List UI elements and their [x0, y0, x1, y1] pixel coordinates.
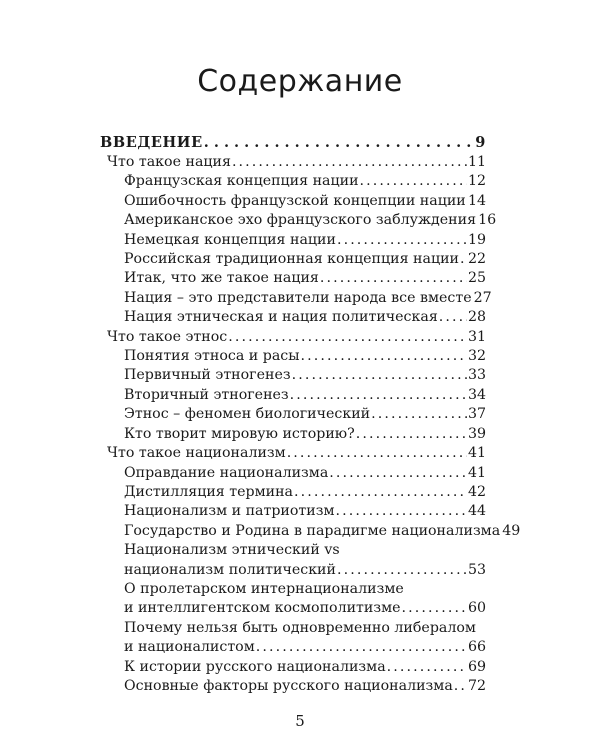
- toc-entry-title: Национализм и патриотизм: [124, 503, 335, 520]
- dot-leader: [337, 561, 467, 580]
- table-of-contents: [100, 132, 521, 696]
- toc-entry: [100, 483, 486, 502]
- dot-leader: [228, 328, 467, 347]
- dot-leader: [329, 464, 467, 483]
- page-number: 5: [295, 712, 305, 730]
- toc-entry: [100, 386, 486, 405]
- dot-leader: [292, 366, 467, 385]
- toc-entry-page: 28: [467, 309, 486, 326]
- toc-entry: [100, 328, 486, 347]
- toc-entry-page: 72: [467, 677, 486, 694]
- toc-entry-page: 42: [467, 483, 486, 500]
- toc-entry: [100, 619, 486, 638]
- toc-entry-title: Нация – это представители народа все вместе: [124, 289, 472, 306]
- toc-entry: [100, 250, 486, 269]
- toc-entry-title: и националистом: [124, 639, 255, 656]
- toc-entry: [100, 580, 486, 599]
- toc-entry: [100, 658, 486, 677]
- toc-entry-title: национализм политический: [124, 561, 336, 578]
- toc-entry: [100, 172, 486, 191]
- toc-entry-page: 9: [475, 134, 486, 151]
- toc-entry-title: и интеллигентском космополитизме: [124, 600, 401, 617]
- toc-entry: [100, 269, 486, 288]
- toc-entry: [100, 153, 486, 172]
- toc-entry: [100, 522, 521, 541]
- toc-entry-title: ВВЕДЕНИЕ: [100, 134, 203, 151]
- toc-entry-page: 69: [467, 658, 486, 675]
- toc-entry-page: 60: [467, 600, 486, 617]
- toc-entry: [100, 638, 486, 657]
- toc-entry-title: Почему нельзя быть одновременно либералом: [124, 619, 476, 636]
- dot-leader: [301, 347, 467, 366]
- dot-leader: [356, 425, 467, 444]
- toc-entry: [100, 347, 486, 366]
- toc-entry-page: 66: [467, 639, 486, 656]
- toc-entry-page: 27: [473, 289, 492, 306]
- toc-entry-title: Оправдание национализма: [124, 464, 329, 481]
- dot-leader: [287, 444, 467, 463]
- toc-entry-page: 22: [467, 251, 486, 268]
- toc-entry: [100, 405, 486, 424]
- dot-leader: [402, 599, 467, 618]
- dot-leader: [204, 132, 475, 153]
- dot-leader: [320, 269, 467, 288]
- page-title: Содержание: [197, 64, 403, 99]
- toc-entry-title: Основные факторы русского национализма: [124, 677, 453, 694]
- toc-entry-title: Что такое нация: [107, 154, 231, 170]
- toc-entry-page: 49: [502, 522, 521, 539]
- toc-entry-title: Дистилляция термина: [124, 483, 293, 500]
- toc-entry-page: 14: [467, 192, 486, 209]
- toc-entry: [100, 425, 486, 444]
- dot-leader: [460, 250, 467, 269]
- toc-entry: [100, 561, 486, 580]
- toc-entry-title: Итак, что же такое нация: [124, 270, 319, 287]
- toc-entry-title: Ошибочность французской концепции нации: [124, 192, 466, 209]
- dot-leader: [387, 658, 467, 677]
- toc-entry-title: Национализм этнический vs: [124, 542, 340, 559]
- toc-entry-title: Нация этническая и нация политическая: [124, 309, 438, 326]
- toc-entry-page: 53: [467, 561, 486, 578]
- dot-leader: [439, 308, 467, 327]
- toc-entry: [100, 132, 486, 153]
- toc-entry: [100, 502, 486, 521]
- toc-entry-page: 41: [467, 464, 486, 481]
- toc-entry-title: Понятия этноса и расы: [124, 348, 300, 365]
- toc-entry: [100, 444, 486, 463]
- toc-entry-title: Вторичный этногенез: [124, 386, 289, 403]
- toc-entry-title: Российская традиционная концепция нации: [124, 251, 459, 268]
- toc-entry: [100, 599, 486, 618]
- toc-entry-page: 41: [467, 445, 486, 462]
- toc-entry: [100, 192, 486, 211]
- toc-entry-page: 44: [467, 503, 486, 520]
- toc-entry-page: 39: [467, 425, 486, 442]
- dot-leader: [371, 405, 467, 424]
- toc-entry-title: Американское эхо французского заблуждения: [124, 212, 477, 229]
- toc-entry: [100, 366, 486, 385]
- toc-entry-page: 34: [467, 386, 486, 403]
- toc-entry-page: 19: [467, 231, 486, 248]
- toc-entry-page: 31: [467, 328, 486, 345]
- dot-leader: [336, 502, 467, 521]
- toc-entry-title: Кто творит мировую историю?: [124, 425, 355, 442]
- toc-entry-title: Французская концепция нации: [124, 173, 359, 190]
- dot-leader: [337, 231, 467, 250]
- toc-entry-page: 37: [467, 406, 486, 423]
- toc-entry-title: Этнос – феномен биологический: [124, 406, 371, 423]
- toc-entry-page: 16: [478, 212, 497, 229]
- toc-entry-title: Первичный этногенез: [124, 367, 291, 384]
- toc-entry-title: Что такое этнос: [107, 328, 228, 345]
- toc-entry-title: Немецкая концепция нации: [124, 231, 336, 248]
- toc-entry-title: К истории русского национализма: [124, 658, 386, 675]
- toc-entry-page: 33: [467, 367, 486, 384]
- toc-entry-title: Государство и Родина в парадигме национализма: [124, 522, 501, 539]
- toc-entry: [100, 677, 486, 696]
- dot-leader: [360, 172, 467, 191]
- toc-entry-page: 12: [467, 173, 486, 190]
- toc-entry-page: 25: [467, 270, 486, 287]
- toc-entry: [100, 289, 492, 308]
- toc-entry-page: 11: [467, 154, 486, 170]
- dot-leader: [232, 153, 467, 172]
- toc-entry: [100, 464, 486, 483]
- dot-leader: [454, 677, 467, 696]
- toc-entry: [100, 308, 486, 327]
- dot-leader: [256, 638, 467, 657]
- toc-entry: [100, 231, 486, 250]
- toc-entry: [100, 541, 486, 560]
- toc-entry-page: 32: [467, 348, 486, 365]
- toc-entry: [100, 211, 497, 230]
- dot-leader: [290, 386, 467, 405]
- dot-leader: [294, 483, 467, 502]
- toc-entry-title: О пролетарском интернационализме: [124, 580, 404, 597]
- toc-entry-title: Что такое национализм: [107, 445, 286, 462]
